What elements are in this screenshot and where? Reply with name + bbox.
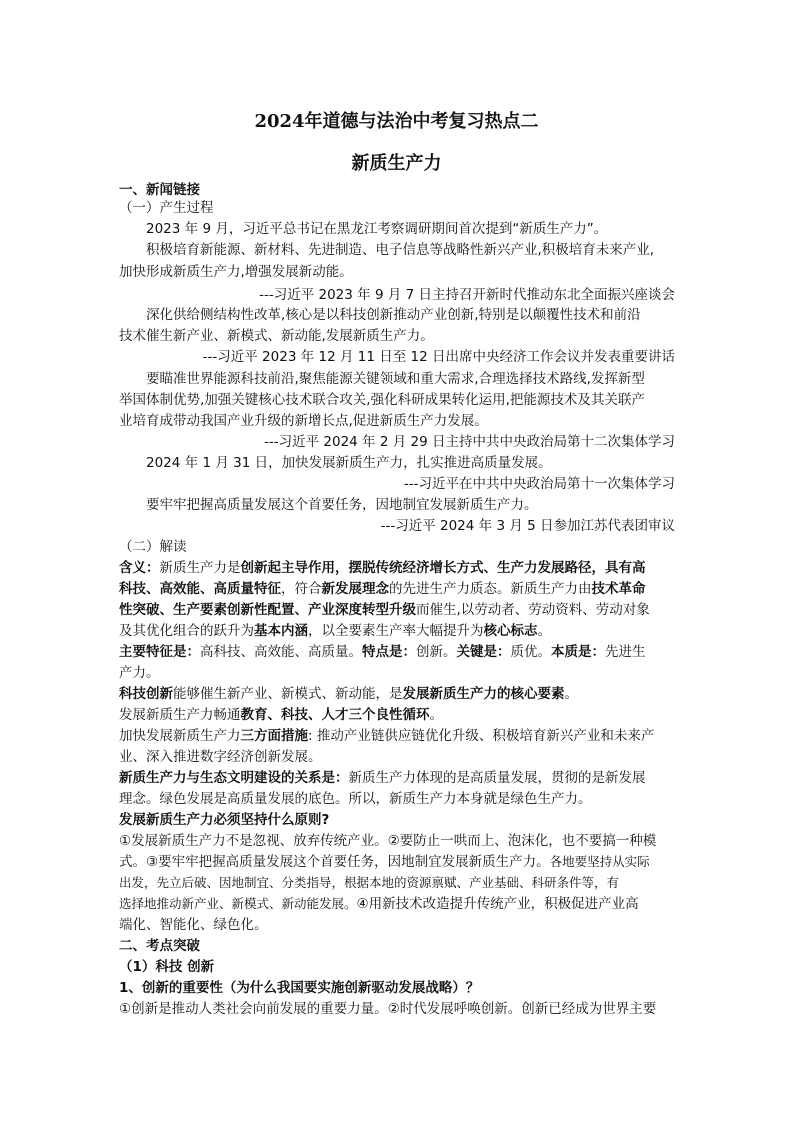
- meaning-line-4: [119, 622, 551, 640]
- three-cycles-line: [119, 706, 443, 724]
- measures-line-1: [119, 727, 654, 745]
- ecology-line-2: 理念。绿色发展是高质量发展的底色。所以，新质生产力本身就是绿色生产力。: [119, 791, 592, 807]
- bold-run: 主要特征是：: [119, 644, 200, 660]
- bold-run: 发展新质生产力的核心要素: [402, 686, 565, 702]
- bold-run: 科技创新: [119, 686, 173, 702]
- principles-line-1: ①发展新质生产力不是忽视、放弃传统产业。②要防止一哄而上、泡沫化，也不要搞一种模: [119, 833, 657, 849]
- bold-run: 基本内涵: [254, 623, 308, 639]
- text-run: 先进生: [605, 644, 646, 660]
- text-run: 各地要坚持从实际: [549, 854, 650, 869]
- bold-run: 教育、科技、人才三个良性循环: [240, 707, 430, 723]
- bold-run: 新质生产力与生态文明建设的关系是：: [119, 770, 349, 786]
- section-heading-key-points: 二、考点突破: [119, 938, 200, 954]
- bold-run: 科技、高效能、高质量特征: [119, 581, 281, 597]
- principles-line-3: 出发，先立后破、因地制宜、分类指导，根据本地的资源禀赋、产业基础、科研条件等，有: [119, 875, 620, 890]
- source-1: ---习近平 2023 年 9 月 7 日主持召开新时代推动东北全面振兴座谈会: [259, 287, 675, 303]
- bold-run: 核心标志: [483, 623, 538, 639]
- paragraph-4-line-1: 要瞄准世界能源科技前沿,聚焦能源关键领域和重大需求,合理选择技术路线,发挥新型: [146, 371, 645, 387]
- principles-question: 发展新质生产力必须坚持什么原则?: [119, 812, 330, 828]
- measures-line-2: 业、深入推进数字经济创新发展。: [119, 749, 322, 765]
- text-run: 新质生产力体现的是高质量发展，贯彻的是新发展: [348, 770, 646, 786]
- text-run: 发展新质生产力畅通: [119, 707, 241, 723]
- subsection-heading-tech-innovation: （1）科技 创新: [119, 959, 215, 975]
- text-run: 能够催生新产业、新模式、新动能，是: [173, 686, 403, 702]
- text-run: 而催生,以劳动者、劳动资料、劳动对象: [416, 602, 650, 618]
- text-run: ④用新技术改造提升传统产业，积极促进产业高: [356, 896, 639, 912]
- text-run: 。: [537, 623, 551, 639]
- features-line-2: 产力。: [119, 665, 160, 681]
- text-run: 质优。: [510, 644, 551, 660]
- text-run: ，符合: [281, 581, 322, 597]
- meaning-line-3: [119, 601, 650, 619]
- bold-run: 技术革命: [591, 581, 646, 597]
- paragraph-4-line-3: 业培育成带动我国产业升级的新增长点,促进新质生产力发展。: [119, 413, 488, 429]
- text-run: 创新。: [416, 644, 457, 660]
- text-run: ，以全要素生产率大幅提升为: [308, 623, 484, 639]
- bold-run: 本质是：: [551, 644, 605, 660]
- bold-run: 关键是：: [456, 644, 511, 660]
- text-run: 选择地推动新产业、新模式、新动能发展。: [119, 896, 357, 911]
- paragraph-2-line-1: 积极培育新能源、新材料、先进制造、电子信息等战略性新兴产业,积极培育未来产业,: [146, 242, 655, 258]
- text-run: 。: [564, 686, 578, 702]
- paragraph-6: 要牢牢把握高质量发展这个首要任务，因地制宜发展新质生产力。: [146, 497, 538, 513]
- text-run: 高科技、高效能、高质量。: [200, 644, 362, 660]
- source-3: ---习近平 2024 年 2 月 29 日主持中共中央政治局第十二次集体学习: [264, 434, 675, 450]
- section-heading-news: 一、新闻链接: [119, 182, 200, 198]
- paragraph-4-line-2: 举国体制优势,加强关键核心技术联合攻关,强化科研成果转化运用,把能源技术及其关联产: [119, 392, 645, 408]
- paragraph-2-line-2: 加快形成新质生产力,增强发展新动能。: [119, 264, 353, 280]
- paragraph-1: 2023 年 9 月，习近平总书记在黑龙江考察调研期间首次提到“新质生产力”。: [146, 221, 608, 237]
- document-subtitle: 新质生产力: [351, 153, 442, 174]
- text-run: : 推动产业链供应链优化升级、积极培育新兴产业和未来产: [308, 728, 655, 744]
- text-run: 及其优化组合的跃升为: [119, 623, 254, 639]
- text-run: 新质生产力是: [159, 560, 241, 576]
- subsection-heading-interpretation: （二）解读: [119, 539, 187, 555]
- subsection-heading-origin: （一）产生过程: [119, 200, 214, 216]
- bold-run: 特点是：: [362, 644, 416, 660]
- text-run: 的先进生产力质态。新质生产力由: [389, 581, 592, 597]
- source-4: ---习近平在中共中央政治局第十一次集体学习: [403, 476, 675, 492]
- paragraph-5: 2024 年 1 月 31 日，加快发展新质生产力，扎实推进高质量发展。: [146, 455, 552, 471]
- bold-run: 性突破、生产要素创新性配置、产业深度转型升级: [119, 602, 416, 618]
- principles-line-5: 端化、智能化、绿色化。: [119, 917, 268, 933]
- source-5: ---习近平 2024 年 3 月 5 日参加江苏代表团审议: [380, 518, 675, 534]
- meaning-label: 含义：: [119, 560, 160, 576]
- question-1: 1、创新的重要性（为什么我国要实施创新驱动发展战略）？: [119, 980, 480, 996]
- paragraph-3-line-2: 技术催生新产业、新模式、新动能,发展新质生产力。: [119, 328, 434, 344]
- meaning-line-2: [119, 580, 646, 598]
- ecology-line-1: [119, 769, 646, 787]
- answer-1-line-1: ①创新是推动人类社会向前发展的重要力量。②时代发展呼唤创新。创新已经成为世界主要: [119, 1001, 657, 1017]
- meaning-line-1: [119, 559, 646, 577]
- principles-line-2: [119, 853, 650, 871]
- bold-run: 新发展理念: [321, 581, 389, 597]
- bold-run: 创新起主导作用，摆脱传统经济增长方式、生产力发展路径，具有高: [240, 560, 646, 576]
- source-2: ---习近平 2023 年 12 月 11 日至 12 日出席中央经济工作会议并发表重要讲话: [202, 349, 675, 365]
- tech-innovation-line: [119, 685, 578, 703]
- features-line-1: [119, 643, 646, 661]
- document-title: 2024年道德与法治中考复习热点二: [254, 111, 539, 132]
- text-run: 式。③要牢牢把握高质量发展这个首要任务，因地制宜发展新质生产力。: [119, 854, 550, 870]
- text-run: 。: [429, 707, 443, 723]
- text-run: 加快发展新质生产力: [119, 728, 241, 744]
- paragraph-3-line-1: 深化供给侧结构性改革,核心是以科技创新推动产业创新,特别是以颠覆性技术和前沿: [146, 307, 641, 323]
- principles-line-4: [119, 895, 639, 913]
- bold-run: 三方面措施: [240, 728, 308, 744]
